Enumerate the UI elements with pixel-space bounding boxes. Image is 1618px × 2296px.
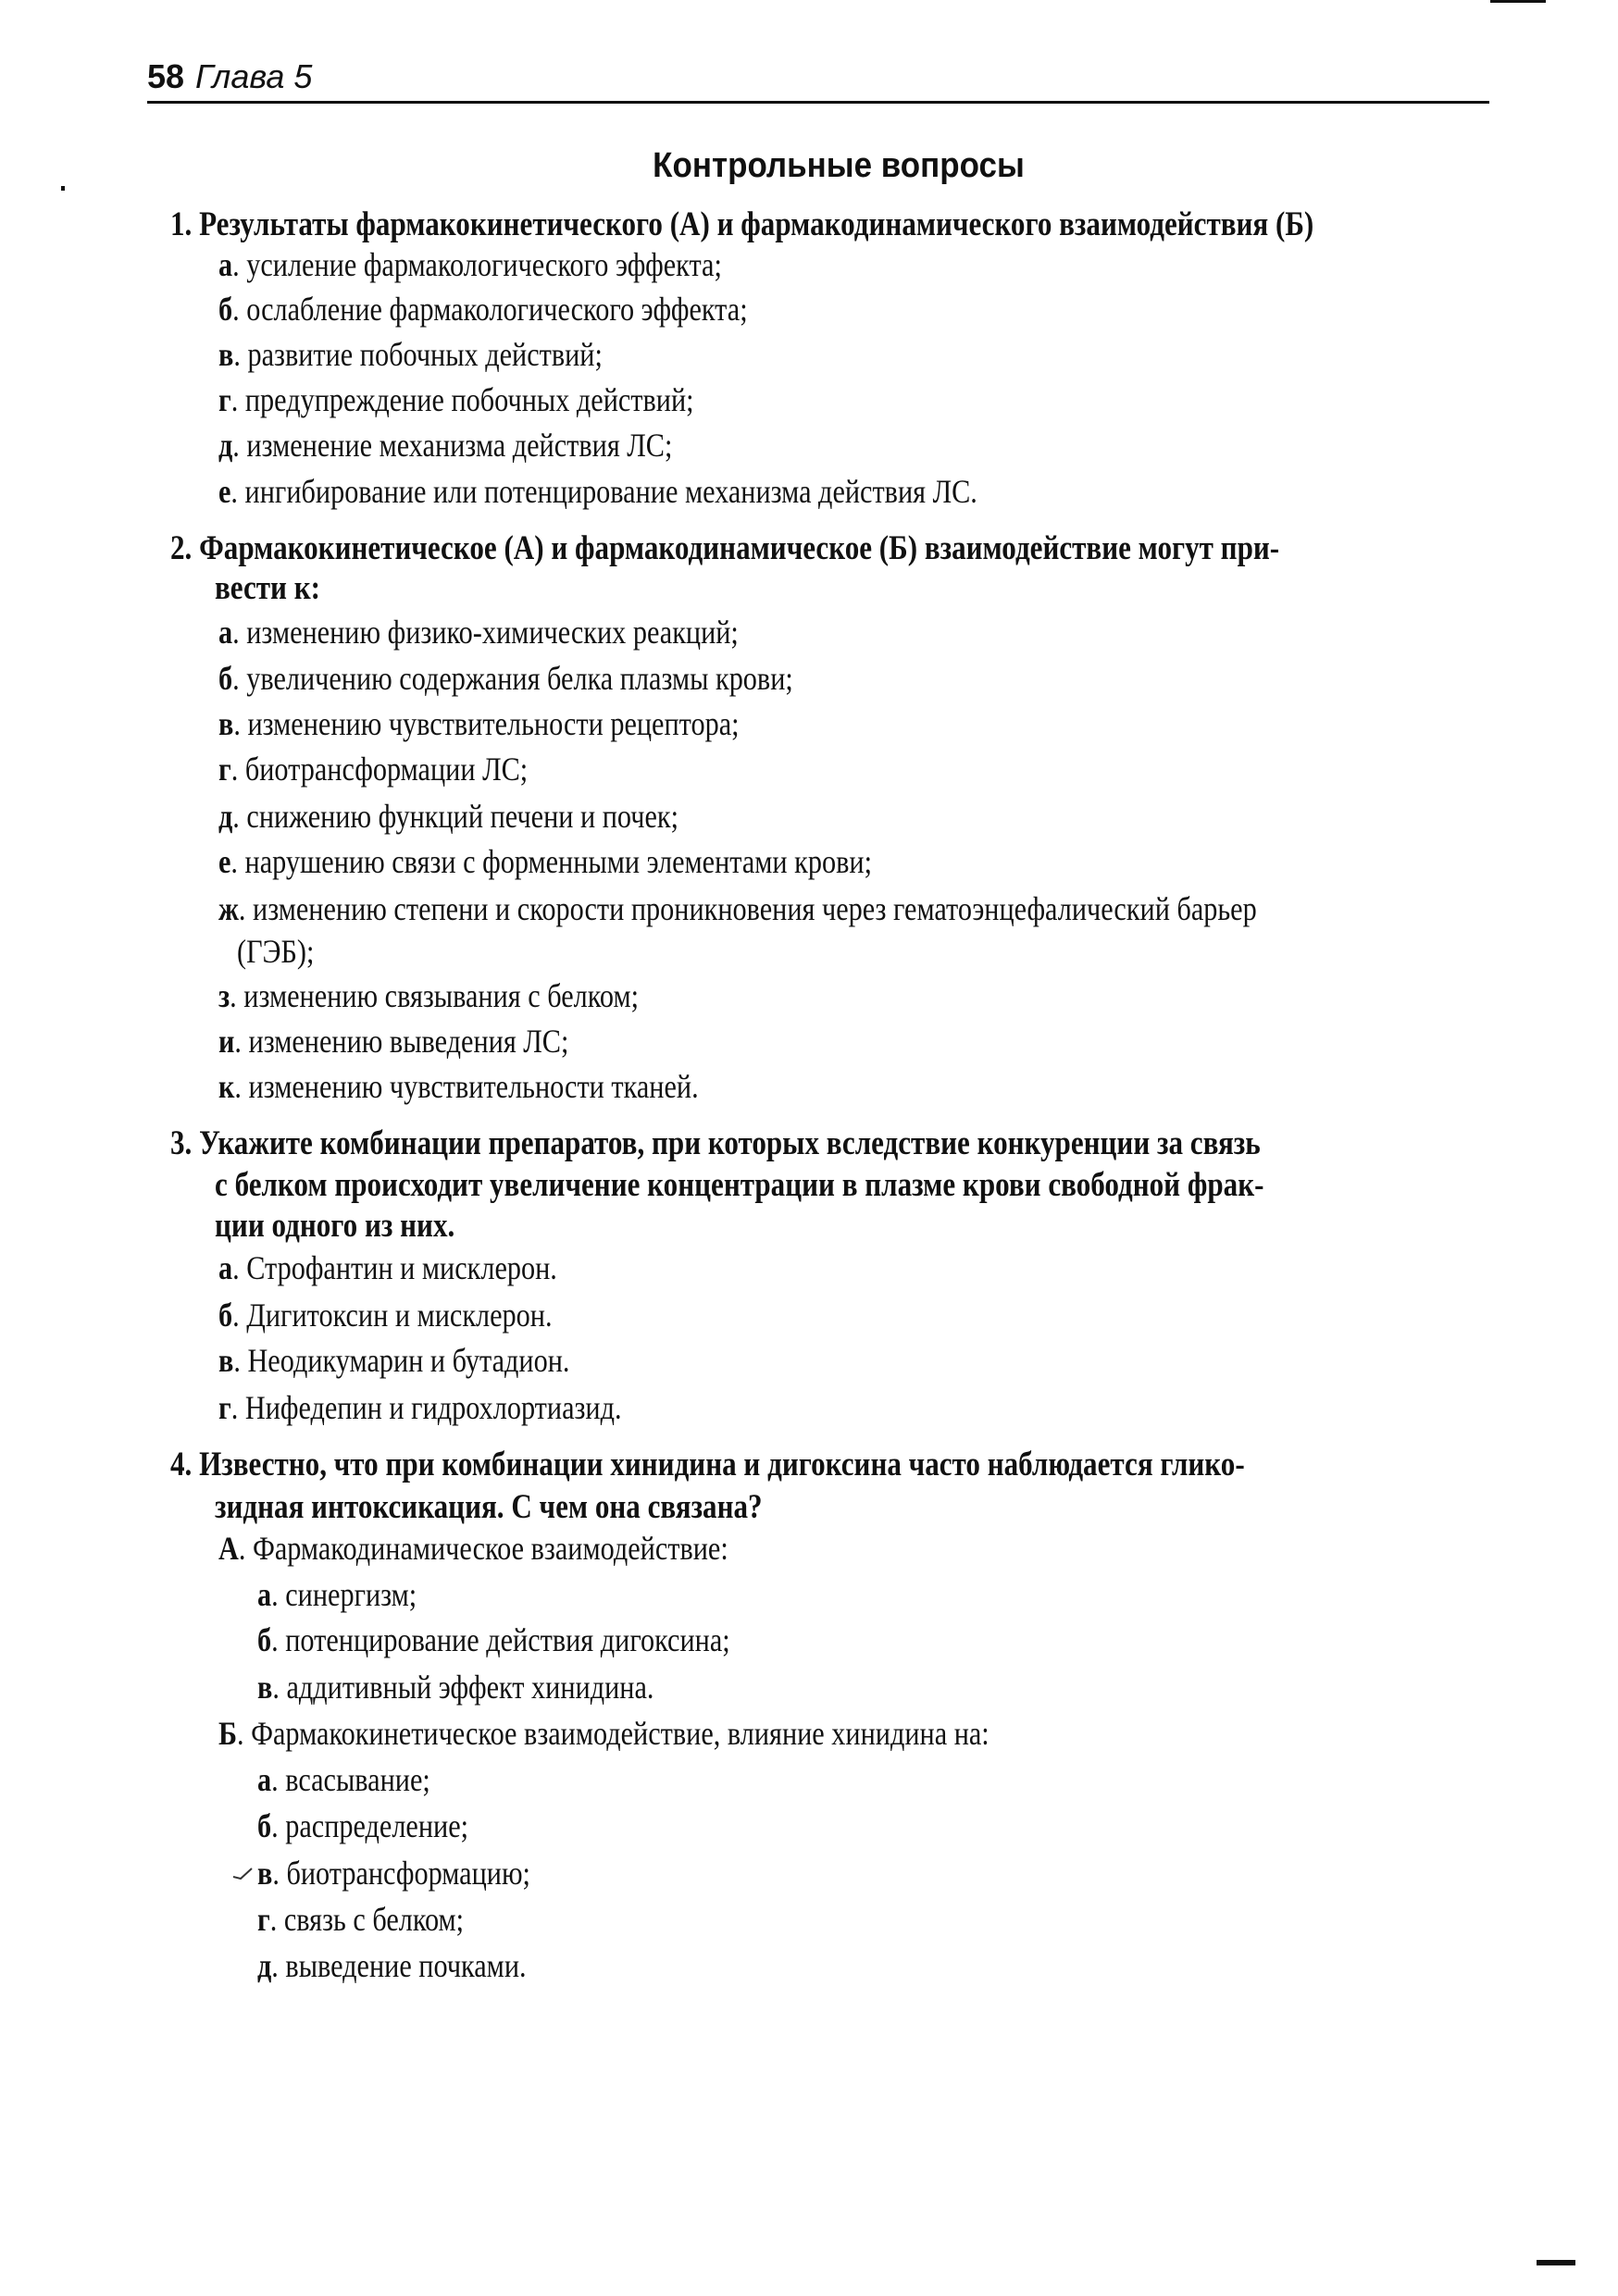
answer-option	[257, 1899, 464, 1940]
option-text: . развитие побочных действий;	[233, 336, 603, 373]
answer-option	[218, 471, 977, 512]
option-text: . изменение механизма действия ЛС;	[232, 427, 673, 464]
answer-option	[218, 334, 603, 375]
option-text: . связь с белком;	[269, 1901, 465, 1938]
answer-option	[218, 841, 872, 882]
question-text	[170, 528, 1279, 569]
answer-option	[218, 1340, 569, 1381]
option-letter: в	[218, 336, 234, 373]
option-letter: в	[257, 1669, 273, 1706]
option-text: . увеличению содержания белка плазмы крови;	[232, 660, 793, 697]
answer-option	[218, 379, 694, 420]
option-letter: б	[218, 1297, 233, 1334]
page-number: 58	[147, 57, 185, 95]
answer-option	[257, 1667, 653, 1707]
option-letter: д	[218, 427, 233, 464]
option-letter: в	[257, 1855, 273, 1892]
answer-option	[257, 1806, 468, 1846]
option-text: . всасывание;	[271, 1761, 430, 1798]
question-text	[215, 568, 320, 609]
option-letter: б	[257, 1621, 272, 1658]
option-text: . Нифедепин и гидрохлортиазид.	[230, 1389, 622, 1426]
question-line: Результаты фармакокинетического (А) и фармакодинамического взаимодействия (Б)	[199, 205, 1314, 243]
question-line: с белком происходит увеличение концентрации в плазме крови свободной фрак-	[215, 1166, 1264, 1204]
option-text: . изменению чувствительности рецептора;	[233, 705, 740, 742]
answer-option	[257, 1620, 730, 1660]
option-letter: а	[218, 246, 233, 283]
option-letter: к	[218, 1068, 235, 1105]
chapter-label: Глава 5	[195, 57, 313, 95]
answer-group	[218, 1528, 728, 1569]
answer-option	[257, 1945, 527, 1986]
answer-option	[218, 289, 748, 329]
option-letter: г	[218, 381, 231, 418]
answer-option	[218, 1295, 553, 1335]
option-letter: а	[257, 1576, 272, 1613]
option-text: . Неодикумарин и бутадион.	[233, 1342, 570, 1379]
question-line: Известно, что при комбинации хинидина и дигоксина часто наблюдается глико-	[199, 1446, 1245, 1483]
option-letter: б	[218, 291, 233, 328]
option-letter: е	[218, 473, 231, 510]
scan-speck	[61, 186, 65, 191]
option-text: . усиление фармакологического эффекта;	[232, 246, 722, 283]
option-letter: з	[218, 977, 230, 1014]
answer-option	[218, 796, 678, 837]
option-text: . ингибирование или потенцирование механизма действия ЛС.	[230, 473, 977, 510]
running-header	[147, 57, 312, 96]
question-line: зидная интоксикация. С чем она связана?	[215, 1488, 763, 1526]
answer-option	[218, 1021, 568, 1061]
question-number: 4.	[170, 1446, 200, 1483]
answer-option	[218, 975, 639, 1016]
header-rule	[147, 101, 1489, 104]
option-text: . ослабление фармакологического эффекта;	[232, 291, 748, 328]
group-letter: Б	[218, 1715, 238, 1752]
option-letter: г	[257, 1901, 270, 1938]
option-text: . аддитивный эффект хинидина.	[272, 1669, 654, 1706]
option-text: . изменению связывания с белком;	[230, 977, 639, 1014]
option-text: . синергизм;	[271, 1576, 417, 1613]
pencil-checkmark-icon	[231, 1866, 254, 1880]
answer-option	[218, 749, 528, 789]
group-text: . Фармакокинетическое взаимодействие, влияние хинидина на:	[237, 1715, 989, 1752]
option-text: . биотрансформации ЛС;	[230, 751, 529, 788]
answer-option	[218, 425, 672, 465]
option-text: . нарушению связи с форменными элементами крови;	[230, 843, 872, 880]
question-line: Укажите комбинации препаратов, при которых вследствие конкуренции за связь	[199, 1124, 1261, 1162]
section-title: Контрольные вопросы	[653, 146, 1025, 185]
option-letter: ж	[218, 890, 239, 927]
option-letter: б	[257, 1807, 272, 1844]
answer-group	[218, 1713, 989, 1754]
option-text: . предупреждение побочных действий;	[230, 381, 694, 418]
group-text: . Фармакодинамическое взаимодействие:	[238, 1530, 728, 1567]
answer-option	[218, 1066, 699, 1107]
option-letter: а	[218, 1249, 233, 1286]
option-text: . изменению степени и скорости проникновения через гематоэнцефалический барьер	[238, 890, 1257, 927]
option-letter: е	[218, 843, 231, 880]
option-letter: а	[218, 614, 233, 651]
option-text: . Дигитоксин и мисклерон.	[232, 1297, 553, 1334]
answer-option	[218, 612, 739, 652]
question-text	[215, 1206, 454, 1247]
scan-dash-top	[1490, 0, 1546, 3]
option-letter: д	[218, 798, 233, 835]
option-letter: и	[218, 1023, 235, 1060]
option-letter: а	[257, 1761, 272, 1798]
answer-option	[218, 703, 740, 744]
option-text: . потенцирование действия дигоксина;	[271, 1621, 730, 1658]
option-text: . изменению выведения ЛС;	[234, 1023, 569, 1060]
option-text: . распределение;	[271, 1807, 469, 1844]
answer-option	[257, 1574, 417, 1615]
question-text	[215, 1487, 763, 1528]
option-letter: в	[218, 1342, 234, 1379]
option-letter: б	[218, 660, 233, 697]
question-number: 2.	[170, 529, 200, 567]
question-line: ции одного из них.	[215, 1207, 455, 1245]
answer-option	[218, 1387, 622, 1428]
question-text	[170, 1445, 1245, 1485]
question-text	[215, 1165, 1263, 1206]
answer-option	[218, 244, 722, 285]
option-letter: г	[218, 1389, 231, 1426]
answer-option	[218, 888, 1257, 929]
option-text: . снижению функций печени и почек;	[232, 798, 678, 835]
question-number: 1.	[170, 205, 200, 243]
option-text: . Строфантин и мисклерон.	[232, 1249, 557, 1286]
question-line: вести к:	[215, 569, 320, 607]
question-line: Фармакокинетическое (А) и фармакодинамическое (Б) взаимодействие могут при-	[199, 529, 1280, 567]
answer-option	[257, 1759, 430, 1800]
option-letter: в	[218, 705, 234, 742]
group-letter: А	[218, 1530, 239, 1567]
option-text: . изменению физико-химических реакций;	[232, 614, 739, 651]
option-text: (ГЭБ);	[237, 933, 315, 970]
question-number: 3.	[170, 1124, 200, 1162]
question-text	[170, 205, 1313, 245]
answer-option	[257, 1853, 530, 1893]
option-text: . изменению чувствительности тканей.	[234, 1068, 699, 1105]
answer-option	[218, 1247, 557, 1288]
option-text: . биотрансформацию;	[272, 1855, 530, 1892]
answer-option-continuation	[237, 931, 314, 972]
scan-dash	[1537, 2260, 1575, 2265]
answer-option	[218, 658, 793, 699]
option-text: . выведение почками.	[271, 1947, 527, 1984]
question-text	[170, 1123, 1261, 1164]
option-letter: д	[257, 1947, 272, 1984]
option-letter: г	[218, 751, 231, 788]
